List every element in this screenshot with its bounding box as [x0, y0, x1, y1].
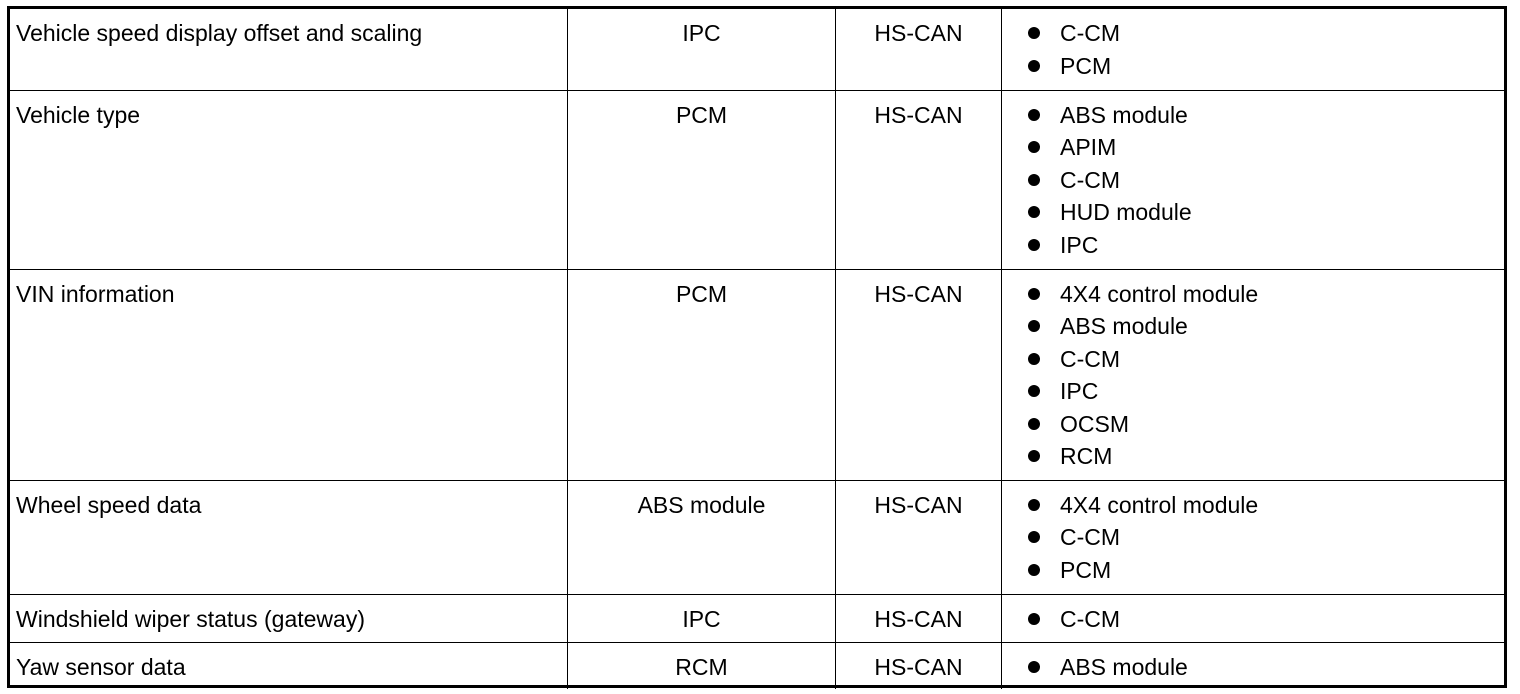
receiver-item: [1028, 651, 1498, 684]
receiver-item: [1028, 408, 1498, 441]
receiver-item: [1028, 278, 1498, 311]
receiver-label: C-CM: [1060, 605, 1121, 632]
receiver-label: HUD module: [1060, 199, 1192, 226]
table-row: [10, 594, 1504, 642]
network-cell: HS-CAN: [836, 9, 1002, 90]
message-cell: VIN information: [10, 269, 568, 480]
receiver-label: PCM: [1060, 52, 1112, 79]
message-cell: Vehicle speed display offset and scaling: [10, 9, 568, 90]
network-cell: HS-CAN: [836, 90, 1002, 269]
receiver-label: C-CM: [1060, 166, 1121, 193]
message-cell: Wheel speed data: [10, 480, 568, 594]
receiver-label: 4X4 control module: [1060, 280, 1259, 307]
bullet-icon: [1028, 174, 1040, 186]
message-cell: Vehicle type: [10, 90, 568, 269]
receiver-label: OCSM: [1060, 410, 1129, 437]
receiver-item: [1028, 196, 1498, 229]
table-row: [10, 480, 1504, 594]
bullet-icon: [1028, 60, 1040, 72]
receiver-list: [1028, 99, 1498, 262]
receivers-cell: [1002, 90, 1505, 269]
table-row: [10, 90, 1504, 269]
bullet-icon: [1028, 613, 1040, 625]
receiver-item: [1028, 603, 1498, 636]
receiver-label: APIM: [1060, 134, 1117, 161]
receiver-list: [1028, 489, 1498, 587]
network-cell: HS-CAN: [836, 480, 1002, 594]
receiver-item: [1028, 440, 1498, 473]
receiver-item: [1028, 343, 1498, 376]
network-cell: HS-CAN: [836, 269, 1002, 480]
bullet-icon: [1028, 418, 1040, 430]
bullet-icon: [1028, 564, 1040, 576]
bullet-icon: [1028, 450, 1040, 462]
receiver-label: ABS module: [1060, 101, 1188, 128]
originator-cell: PCM: [568, 90, 836, 269]
message-cell: Yaw sensor data: [10, 642, 568, 689]
receivers-cell: [1002, 269, 1505, 480]
receiver-list: [1028, 278, 1498, 474]
network-message-table: [7, 6, 1507, 688]
table-row: [10, 642, 1504, 689]
receiver-item: [1028, 489, 1498, 522]
receivers-cell: [1002, 9, 1505, 90]
message-table: [10, 9, 1504, 689]
receiver-item: [1028, 375, 1498, 408]
receiver-list: [1028, 17, 1498, 82]
receiver-label: C-CM: [1060, 345, 1121, 372]
bullet-icon: [1028, 27, 1040, 39]
message-cell: Windshield wiper status (gateway): [10, 594, 568, 642]
bullet-icon: [1028, 661, 1040, 673]
bullet-icon: [1028, 385, 1040, 397]
receiver-list: [1028, 603, 1498, 636]
receiver-label: ABS module: [1060, 313, 1188, 340]
receiver-item: [1028, 554, 1498, 587]
receiver-item: [1028, 131, 1498, 164]
receiver-item: [1028, 521, 1498, 554]
originator-cell: ABS module: [568, 480, 836, 594]
bullet-icon: [1028, 353, 1040, 365]
originator-cell: IPC: [568, 594, 836, 642]
receiver-list: [1028, 651, 1498, 684]
receiver-item: [1028, 229, 1498, 262]
bullet-icon: [1028, 109, 1040, 121]
originator-cell: PCM: [568, 269, 836, 480]
bullet-icon: [1028, 499, 1040, 511]
bullet-icon: [1028, 239, 1040, 251]
receivers-cell: [1002, 480, 1505, 594]
receiver-label: IPC: [1060, 231, 1099, 258]
receiver-label: C-CM: [1060, 524, 1121, 551]
receiver-item: [1028, 164, 1498, 197]
receivers-cell: [1002, 642, 1505, 689]
bullet-icon: [1028, 141, 1040, 153]
receiver-label: IPC: [1060, 378, 1099, 405]
receiver-item: [1028, 50, 1498, 83]
originator-cell: RCM: [568, 642, 836, 689]
table-body: [10, 9, 1504, 689]
receiver-label: PCM: [1060, 556, 1112, 583]
receiver-label: C-CM: [1060, 20, 1121, 46]
receiver-item: [1028, 17, 1498, 50]
receiver-item: [1028, 310, 1498, 343]
bullet-icon: [1028, 531, 1040, 543]
receiver-item: [1028, 99, 1498, 132]
bullet-icon: [1028, 320, 1040, 332]
receivers-cell: [1002, 594, 1505, 642]
network-cell: HS-CAN: [836, 642, 1002, 689]
receiver-label: 4X4 control module: [1060, 491, 1259, 518]
table-row: [10, 9, 1504, 90]
receiver-label: ABS module: [1060, 653, 1188, 680]
bullet-icon: [1028, 206, 1040, 218]
table-row: [10, 269, 1504, 480]
network-cell: HS-CAN: [836, 594, 1002, 642]
bullet-icon: [1028, 288, 1040, 300]
originator-cell: IPC: [568, 9, 836, 90]
receiver-label: RCM: [1060, 443, 1113, 470]
